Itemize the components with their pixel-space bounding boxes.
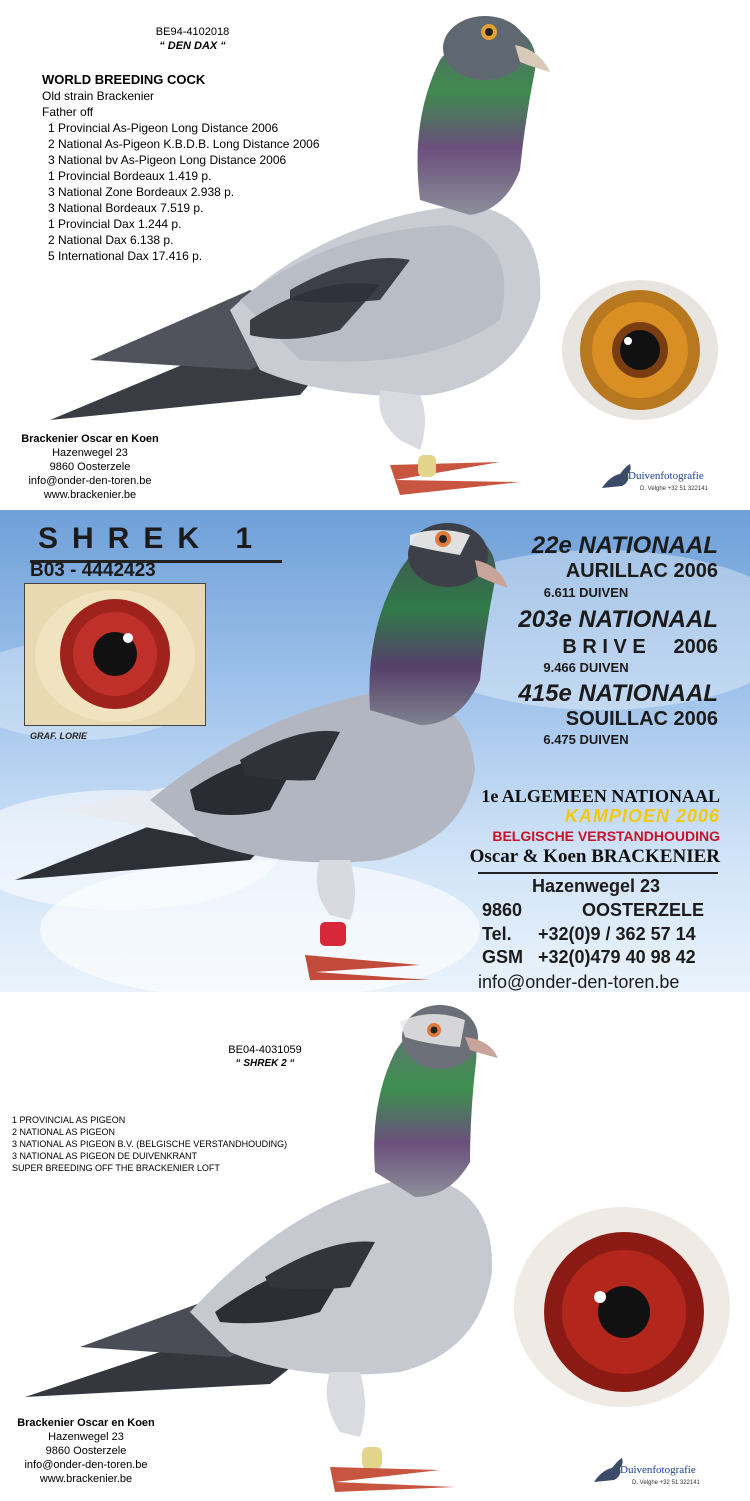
result-count: 6.611 DUIVEN [543, 585, 629, 600]
street: Hazenwegel 23 [52, 447, 128, 459]
city: 9860 Oosterzele [45, 1445, 127, 1457]
result-line: 2 National As-Pigeon K.B.D.B. Long Distance 2006 [48, 137, 320, 151]
result-line: 1 PROVINCIAL AS PIGEON [12, 1115, 126, 1125]
result-place: 203e NATIONAAL [518, 606, 718, 633]
photo-credit: GRAF. LORIE [30, 731, 88, 741]
logo-phone: D. Velghe +32 51 322141 [632, 1480, 700, 1486]
eye-photo-shrek-2 [512, 1202, 732, 1412]
result-count: 6.475 DUIVEN [543, 732, 629, 747]
result-line: 2 NATIONAL AS PIGEON [12, 1127, 116, 1137]
address-block [0, 1416, 176, 1486]
photographer-logo [592, 1452, 732, 1492]
result-line: 3 National Zone Bordeaux 2.938 p. [48, 185, 235, 199]
tel-label: Tel. [482, 924, 512, 944]
result-race: SOUILLAC 2006 [565, 708, 718, 730]
eye-photo-shrek-1 [25, 584, 205, 725]
federation-name: BELGISCHE VERSTANDHOUDING [492, 828, 720, 844]
email-link[interactable]: info@onder-den-toren.be [28, 475, 152, 487]
result-line: 2 National Dax 6.138 p. [48, 233, 174, 247]
street: Hazenwegel 23 [532, 876, 661, 896]
photographer-logo [600, 458, 730, 498]
ring-number: BE04-4031059 [228, 1044, 302, 1056]
result-race: B R I V E 2006 [562, 636, 718, 658]
strain-line: Old strain Brackenier [42, 89, 155, 103]
eye-photo-frame [24, 583, 206, 726]
result-line: 5 International Dax 17.416 p. [48, 249, 203, 263]
champion-title: KAMPIOEN 2006 [564, 806, 720, 826]
city: OOSTERZELE [582, 900, 705, 920]
result-count: 9.466 DUIVEN [543, 660, 629, 675]
website-link[interactable]: www.brackenier.be [39, 1473, 133, 1485]
ring-number: B03 - 4442423 [30, 560, 156, 581]
pigeon-card-shrek-2 [0, 992, 750, 1501]
result-line: 3 NATIONAL AS PIGEON B.V. (BELGISCHE VERSTANDHOUDING) [12, 1139, 288, 1149]
leg-ring [362, 1447, 382, 1469]
general-title: 1e ALGEMEEN NATIONAAL [481, 786, 720, 806]
card-title: WORLD BREEDING COCK [42, 72, 206, 87]
result-line: 3 National Bordeaux 7.519 p. [48, 201, 204, 215]
leg-ring [320, 922, 346, 946]
logo-name: Duivenfotografie [620, 1464, 696, 1476]
owner-name: Brackenier Oscar en Koen [17, 1417, 155, 1429]
eye-photo-den-dax [560, 275, 720, 425]
leg-ring [418, 455, 436, 477]
email-link[interactable]: info@onder-den-toren.be [478, 972, 680, 992]
address-block [0, 432, 180, 502]
result-line: SUPER BREEDING OFF THE BRACKENIER LOFT [12, 1163, 220, 1173]
street: Hazenwegel 23 [48, 1431, 124, 1443]
result-place: 22e NATIONAAL [531, 532, 718, 559]
email-link[interactable]: info@onder-den-toren.be [24, 1459, 148, 1471]
pigeon-name: SHREK 1 [38, 522, 267, 555]
pigeon-name: “ SHREK 2 “ [235, 1058, 295, 1069]
result-line: 1 Provincial Bordeaux 1.419 p. [48, 169, 212, 183]
result-line: 3 NATIONAL AS PIGEON DE DUIVENKRANT [12, 1151, 198, 1161]
tel-number[interactable]: +32(0)9 / 362 57 14 [538, 924, 696, 944]
owner-name: Oscar & Koen BRACKENIER [469, 846, 720, 867]
logo-phone: D. Velghe +32 51 322141 [640, 486, 708, 492]
city: 9860 Oosterzele [49, 461, 131, 473]
pigeon-name: “ DEN DAX “ [159, 40, 226, 52]
result-place: 415e NATIONAAL [518, 680, 718, 707]
owner-underline [478, 872, 718, 874]
father-line: Father off [42, 105, 94, 119]
gsm-number[interactable]: +32(0)479 40 98 42 [538, 947, 696, 967]
pigeon-card-den-dax [0, 0, 750, 510]
postcode: 9860 [482, 900, 523, 920]
gsm-label: GSM [482, 947, 524, 967]
website-link[interactable]: www.brackenier.be [43, 489, 137, 501]
owner-name: Brackenier Oscar en Koen [21, 433, 159, 445]
result-race: AURILLAC 2006 [565, 560, 718, 582]
logo-name: Duivenfotografie [628, 470, 704, 482]
result-line: 1 Provincial Dax 1.244 p. [48, 217, 182, 231]
result-line: 1 Provincial As-Pigeon Long Distance 2006 [48, 121, 279, 135]
ring-number: BE94-4102018 [155, 26, 230, 38]
pigeon-card-shrek-1 [0, 510, 750, 992]
result-line: 3 National bv As-Pigeon Long Distance 2006 [48, 153, 287, 167]
